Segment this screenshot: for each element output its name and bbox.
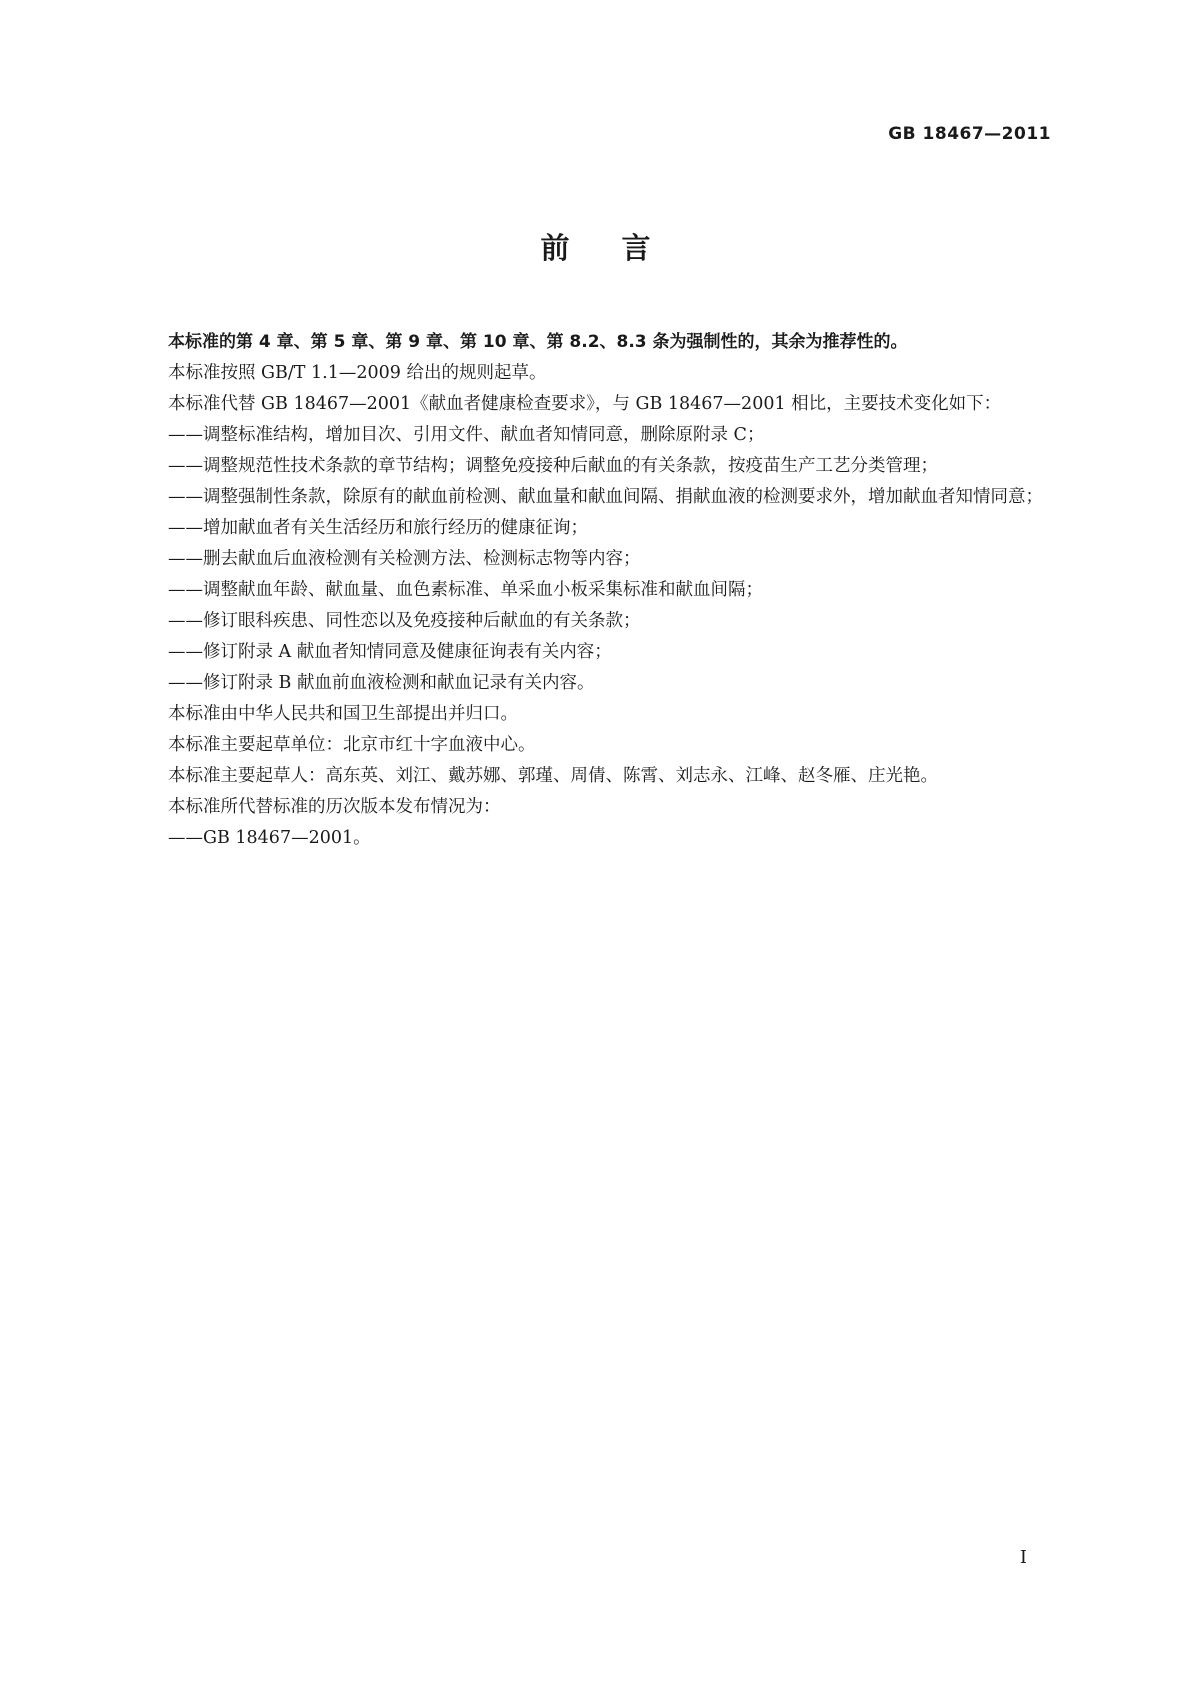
drafting-unit-paragraph: 本标准主要起草单位：北京市红十字血液中心。	[168, 735, 536, 755]
change-list-item: ——调整标准结构，增加目次、引用文件、献血者知情同意，删除原附录 C；	[168, 425, 765, 445]
change-list-item: ——修订眼科疾患、同性恋以及免疫接种后献血的有关条款；	[168, 611, 641, 631]
history-list-item: ——GB 18467—2001。	[168, 828, 371, 848]
drafters-paragraph: 本标准主要起草人：高东英、刘江、戴苏娜、郭瑾、周倩、陈霄、刘志永、江峰、赵冬雁、庄光艳。	[168, 766, 938, 786]
change-list-item: ——修订附录 B 献血前血液检测和献血记录有关内容。	[168, 673, 595, 693]
change-list-item: ——增加献血者有关生活经历和旅行经历的健康征询；	[168, 518, 588, 538]
change-list-item: ——修订附录 A 献血者知情同意及健康征询表有关内容；	[168, 642, 612, 662]
drafting-rule-paragraph: 本标准按照 GB/T 1.1—2009 给出的规则起草。	[168, 363, 547, 383]
document-body	[132, 327, 1053, 854]
proposer-paragraph: 本标准由中华人民共和国卫生部提出并归口。	[168, 704, 518, 724]
change-list-item: ——调整献血年龄、献血量、血色素标准、单采血小板采集标准和献血间隔；	[168, 580, 763, 600]
change-list-item: ——调整规范性技术条款的章节结构；调整免疫接种后献血的有关条款，按疫苗生产工艺分类管理；	[168, 456, 938, 476]
page-title: 前言	[540, 231, 703, 265]
change-list-item: ——删去献血后血液检测有关检测方法、检测标志物等内容；	[168, 549, 641, 569]
history-intro-paragraph: 本标准所代替标准的历次版本发布情况为：	[168, 797, 501, 817]
change-list-item: ——调整强制性条款，除原有的献血前检测、献血量和献血间隔、捐献血液的检测要求外，增加献血者知情同意；	[168, 487, 1043, 507]
mandatory-clause-paragraph: 本标准的第 4 章、第 5 章、第 9 章、第 10 章、第 8.2、8.3 条为强制性的，其余为推荐性的。	[168, 332, 908, 352]
replacement-paragraph: 本标准代替 GB 18467—2001《献血者健康检查要求》，与 GB 18467—2001 相比，主要技术变化如下：	[168, 394, 1002, 414]
standard-number: GB 18467—2011	[888, 124, 1051, 144]
page-number: I	[1019, 1547, 1027, 1568]
